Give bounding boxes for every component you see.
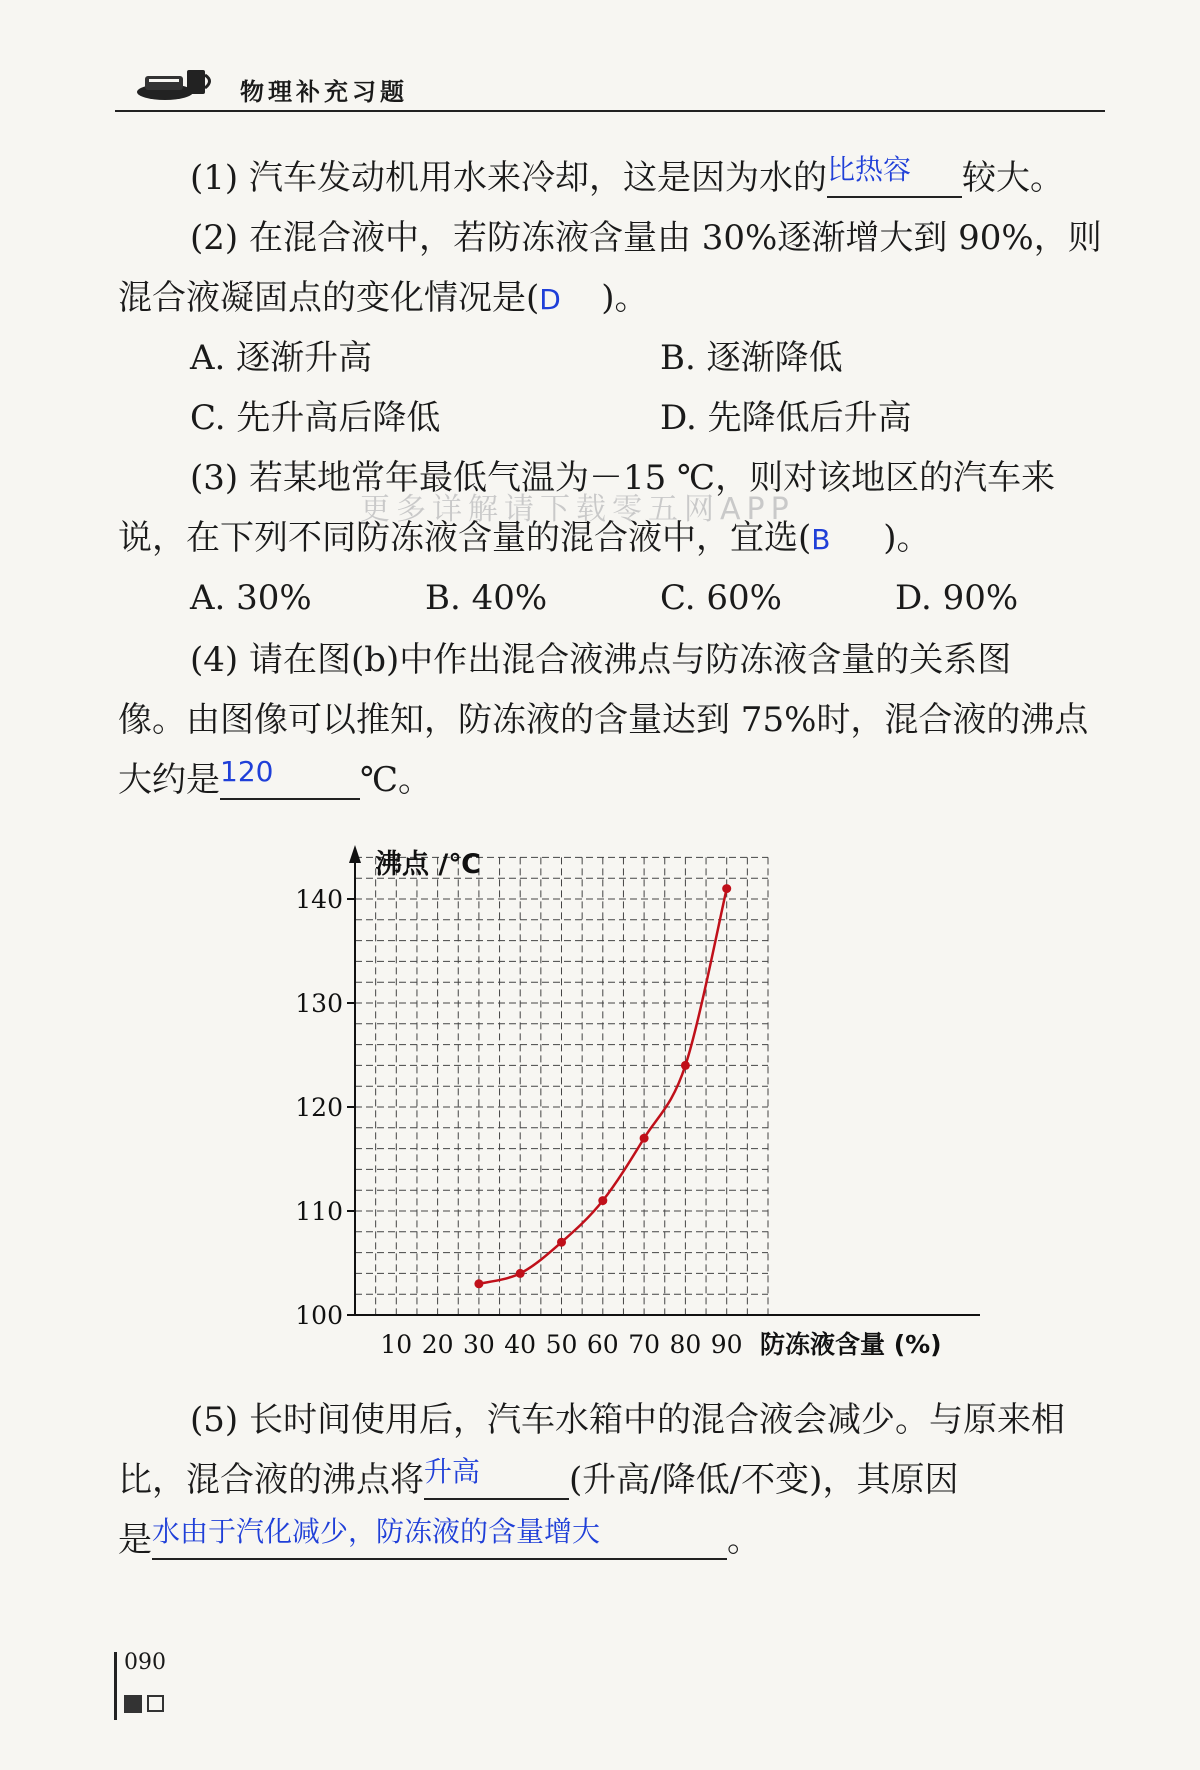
question-5-prompt: 比，混合液的沸点将: [118, 1460, 424, 1500]
data-point: [598, 1196, 607, 1205]
question-5-choices: (升高/降低/不变)，其原因: [569, 1460, 959, 1500]
empty-square-icon: [147, 1695, 164, 1712]
option-3c: C. 60%: [660, 578, 782, 618]
x-tick-label: 30: [462, 1330, 495, 1359]
answer-5b: 水由于汽化减少，防冻液的含量增大: [152, 1515, 601, 1548]
option-3a: A. 30%: [190, 578, 312, 618]
filled-square-icon: [124, 1695, 142, 1713]
question-5-line-3: [118, 1515, 761, 1560]
page-number-bar: [114, 1652, 117, 1720]
data-point: [557, 1238, 566, 1247]
question-4-line-3: [118, 755, 433, 800]
x-tick-label: 50: [545, 1330, 578, 1359]
x-axis-label: 防冻液含量 (%): [760, 1330, 942, 1359]
option-2a: A. 逐渐升高: [190, 338, 373, 378]
header-rule: [115, 110, 1105, 112]
question-5-line-2: [118, 1455, 959, 1500]
y-tick-label: 110: [295, 1197, 343, 1226]
question-5-reason-prefix: 是: [118, 1520, 152, 1560]
x-tick-label: 80: [669, 1330, 702, 1359]
answer-blank-5a[interactable]: [424, 1455, 569, 1500]
question-2-line-2: [118, 278, 649, 320]
answer-3[interactable]: B: [811, 523, 831, 556]
book-title: 物理补充习题: [240, 78, 408, 106]
y-tick-label: 100: [295, 1301, 343, 1330]
y-tick-label: 120: [295, 1093, 343, 1122]
y-axis-label: 沸点 /℃: [375, 849, 481, 880]
option-2c: C. 先升高后降低: [190, 398, 441, 438]
question-2-close: )。: [601, 278, 649, 318]
x-tick-label: 20: [421, 1330, 454, 1359]
question-1: [190, 153, 1064, 198]
boiling-point-chart: [280, 835, 1000, 1375]
answer-2[interactable]: D: [539, 283, 561, 316]
option-2d: D. 先降低后升高: [660, 398, 912, 438]
option-2b: B. 逐渐降低: [660, 338, 843, 378]
question-3-close: )。: [883, 518, 931, 558]
x-tick-label: 90: [710, 1330, 743, 1359]
data-point: [640, 1134, 649, 1143]
question-2-prompt: 混合液凝固点的变化情况是(: [118, 278, 540, 318]
answer-1: 比热容: [826, 153, 911, 186]
option-3b: B. 40%: [425, 578, 548, 618]
question-1-text-end: 较大。: [961, 158, 1064, 198]
page-number: 090: [124, 1650, 166, 1675]
book-cup-logo-icon: [135, 62, 215, 104]
question-2-line-1: (2) 在混合液中，若防冻液含量由 30%逐渐增大到 90%，则: [190, 218, 1102, 258]
question-4-unit: ℃。: [360, 760, 433, 800]
y-tick-label: 130: [295, 989, 343, 1018]
x-tick-label: 60: [586, 1330, 619, 1359]
data-point: [722, 884, 731, 893]
x-tick-label: 40: [504, 1330, 537, 1359]
answer-blank-4[interactable]: [220, 755, 360, 800]
data-point: [474, 1279, 483, 1288]
question-5-line-1: (5) 长时间使用后，汽车水箱中的混合液会减少。与原来相: [190, 1400, 1065, 1440]
question-5-end: 。: [727, 1520, 761, 1560]
question-4-prompt: 大约是: [118, 760, 220, 800]
x-tick-label: 10: [380, 1330, 413, 1359]
y-tick-label: 140: [295, 885, 343, 914]
watermark: 更多详解请下载零五网APP: [360, 492, 795, 527]
y-axis-arrow-icon: [349, 845, 361, 863]
data-point: [681, 1061, 690, 1070]
option-3d: D. 90%: [895, 578, 1019, 618]
answer-blank-5b[interactable]: [152, 1515, 727, 1560]
x-tick-label: 70: [628, 1330, 661, 1359]
question-3-prompt: 说，在下列不同防冻液含量的混合液中，宜选(: [118, 518, 812, 558]
answer-5a: 升高: [424, 1455, 481, 1488]
question-3-line-2: [118, 518, 931, 560]
question-3-line-1: (3) 若某地常年最低气温为－15 ℃，则对该地区的汽车来: [190, 458, 1056, 498]
data-point: [516, 1269, 525, 1278]
answer-blank-1[interactable]: [826, 153, 962, 198]
question-4-line-1: (4) 请在图(b)中作出混合液沸点与防冻液含量的关系图: [190, 640, 1012, 680]
question-1-text: (1) 汽车发动机用水来冷却，这是因为水的: [190, 158, 827, 198]
question-4-line-2: 像。由图像可以推知，防冻液的含量达到 75%时，混合液的沸点: [118, 700, 1089, 740]
answer-4: 120: [220, 755, 274, 788]
